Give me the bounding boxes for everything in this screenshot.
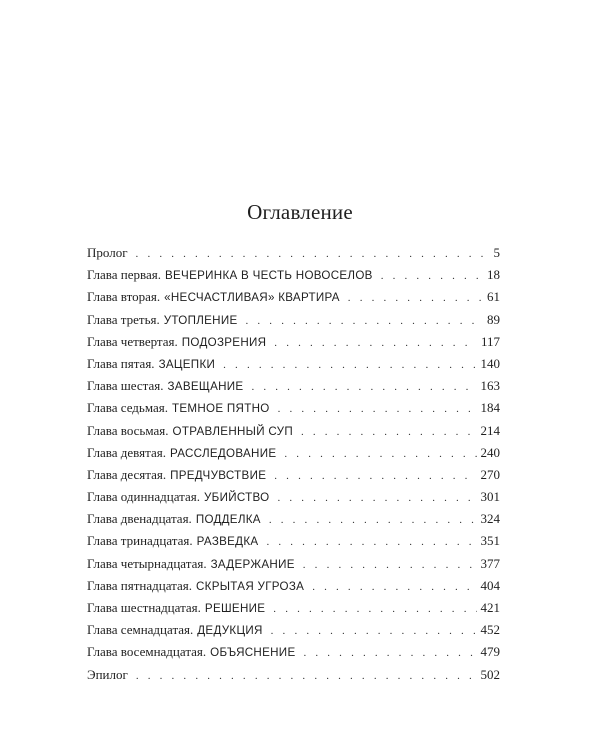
page-number: 163	[480, 378, 500, 394]
leader-dots	[136, 670, 477, 682]
leader-dots	[278, 403, 477, 415]
page-number: 117	[480, 333, 500, 349]
page-number: 421	[480, 600, 500, 615]
chapter-title: ПОДОЗРЕНИЯ	[181, 335, 267, 349]
toc-entry-chapter-16	[87, 600, 500, 622]
entry-label: Глава одиннадцатая.	[87, 489, 201, 505]
toc-entry-chapter-13	[87, 533, 500, 555]
toc-entry-chapter-9	[87, 445, 500, 467]
page-number: 270	[480, 466, 500, 482]
page-number: 18	[487, 267, 500, 283]
chapter-title: УБИЙСТВО	[204, 491, 270, 505]
entry-label: Глава шестнадцатая.	[87, 600, 201, 615]
toc-entry-epilogue	[87, 667, 500, 689]
leader-dots	[284, 448, 476, 460]
entry-label: Глава седьмая.	[87, 400, 168, 416]
chapter-title: ОБЪЯСНЕНИЕ	[210, 646, 296, 660]
chapter-title: РЕШЕНИЕ	[204, 602, 266, 615]
entry-label: Глава восемнадцатая.	[87, 644, 207, 660]
page-number: 140	[480, 355, 500, 371]
chapter-title: УТОПЛЕНИЕ	[163, 313, 238, 327]
page-number: 404	[480, 577, 500, 593]
toc-entry-chapter-14	[87, 556, 500, 578]
leader-dots	[348, 292, 483, 304]
leader-dots	[246, 315, 484, 327]
page-number: 214	[480, 422, 500, 438]
chapter-title: «НЕСЧАСТЛИВАЯ» КВАРТИРА	[164, 291, 340, 305]
toc-entry-chapter-5	[87, 356, 500, 378]
page-title: Оглавление	[247, 200, 353, 224]
entry-label: Глава тринадцатая.	[87, 533, 193, 549]
leader-dots	[274, 337, 477, 349]
leader-dots	[273, 603, 476, 615]
toc-entry-chapter-15	[87, 578, 500, 600]
page-number: 61	[487, 289, 500, 305]
leader-dots	[266, 536, 476, 548]
page-number: 184	[480, 400, 500, 416]
leader-dots	[301, 426, 477, 438]
page-number: 479	[480, 644, 500, 660]
chapter-title: ТЕМНОЕ ПЯТНО	[172, 402, 270, 416]
chapter-title: ПРЕДЧУВСТВИЕ	[170, 468, 267, 482]
page-number: 377	[480, 555, 500, 571]
chapter-title: ДЕДУКЦИЯ	[197, 624, 263, 638]
chapter-title: СКРЫТАЯ УГРОЗА	[195, 579, 305, 593]
entry-label: Глава пятнадцатая.	[87, 577, 192, 593]
leader-dots	[381, 270, 483, 282]
entry-label: Глава восьмая.	[87, 422, 169, 438]
leader-dots	[136, 248, 490, 260]
leader-dots	[269, 514, 477, 526]
table-of-contents	[87, 245, 500, 689]
entry-label: Глава четвертая.	[87, 333, 178, 349]
toc-entry-chapter-1	[87, 267, 500, 289]
leader-dots	[303, 647, 476, 659]
toc-entry-chapter-7	[87, 400, 500, 422]
leader-dots	[274, 470, 476, 482]
leader-dots	[278, 492, 477, 504]
entry-label: Глава девятая.	[87, 444, 166, 460]
page-number: 240	[480, 444, 500, 460]
entry-label: Глава вторая.	[87, 289, 161, 305]
page-number: 89	[487, 311, 500, 327]
toc-entry-chapter-3	[87, 312, 500, 334]
chapter-title: ВЕЧЕРИНКА В ЧЕСТЬ НОВОСЕЛОВ	[164, 269, 373, 283]
chapter-title: ЗАВЕЩАНИЕ	[167, 380, 244, 394]
leader-dots	[271, 625, 477, 637]
toc-entry-chapter-8	[87, 423, 500, 445]
leader-dots	[303, 559, 477, 571]
toc-entry-chapter-4	[87, 334, 500, 356]
toc-entry-chapter-6	[87, 378, 500, 400]
entry-label: Глава десятая.	[87, 466, 167, 482]
toc-entry-chapter-10	[87, 467, 500, 489]
page-number: 324	[480, 511, 500, 527]
entry-label: Эпилог	[87, 666, 128, 682]
chapter-title: ПОДДЕЛКА	[195, 513, 261, 527]
entry-label: Глава шестая.	[87, 378, 164, 394]
page-number: 502	[480, 666, 500, 682]
entry-label: Глава четырнадцатая.	[87, 555, 207, 571]
entry-label: Глава двенадцатая.	[87, 511, 192, 527]
entry-label: Глава пятая.	[87, 355, 155, 371]
toc-entry-prologue	[87, 245, 500, 267]
chapter-title: РАЗВЕДКА	[196, 535, 259, 549]
chapter-title: РАССЛЕДОВАНИЕ	[169, 446, 277, 460]
entry-label: Глава семнадцатая.	[87, 622, 194, 638]
entry-label: Глава первая.	[87, 267, 161, 283]
chapter-title: ЗАДЕРЖАНИЕ	[210, 557, 295, 571]
page-number: 301	[480, 489, 500, 505]
entry-label: Пролог	[87, 245, 128, 260]
leader-dots	[312, 581, 476, 593]
toc-entry-chapter-12	[87, 511, 500, 533]
toc-entry-chapter-2	[87, 289, 500, 311]
leader-dots	[251, 381, 476, 393]
chapter-title: ЗАЦЕПКИ	[158, 357, 216, 371]
leader-dots	[223, 359, 476, 371]
page-number: 5	[493, 245, 500, 260]
chapter-title: ОТРАВЛЕННЫЙ СУП	[172, 424, 293, 438]
toc-entry-chapter-17	[87, 622, 500, 644]
page-number: 452	[480, 622, 500, 638]
page-number: 351	[480, 533, 500, 549]
toc-entry-chapter-18	[87, 644, 500, 666]
toc-entry-chapter-11	[87, 489, 500, 511]
entry-label: Глава третья.	[87, 311, 160, 327]
